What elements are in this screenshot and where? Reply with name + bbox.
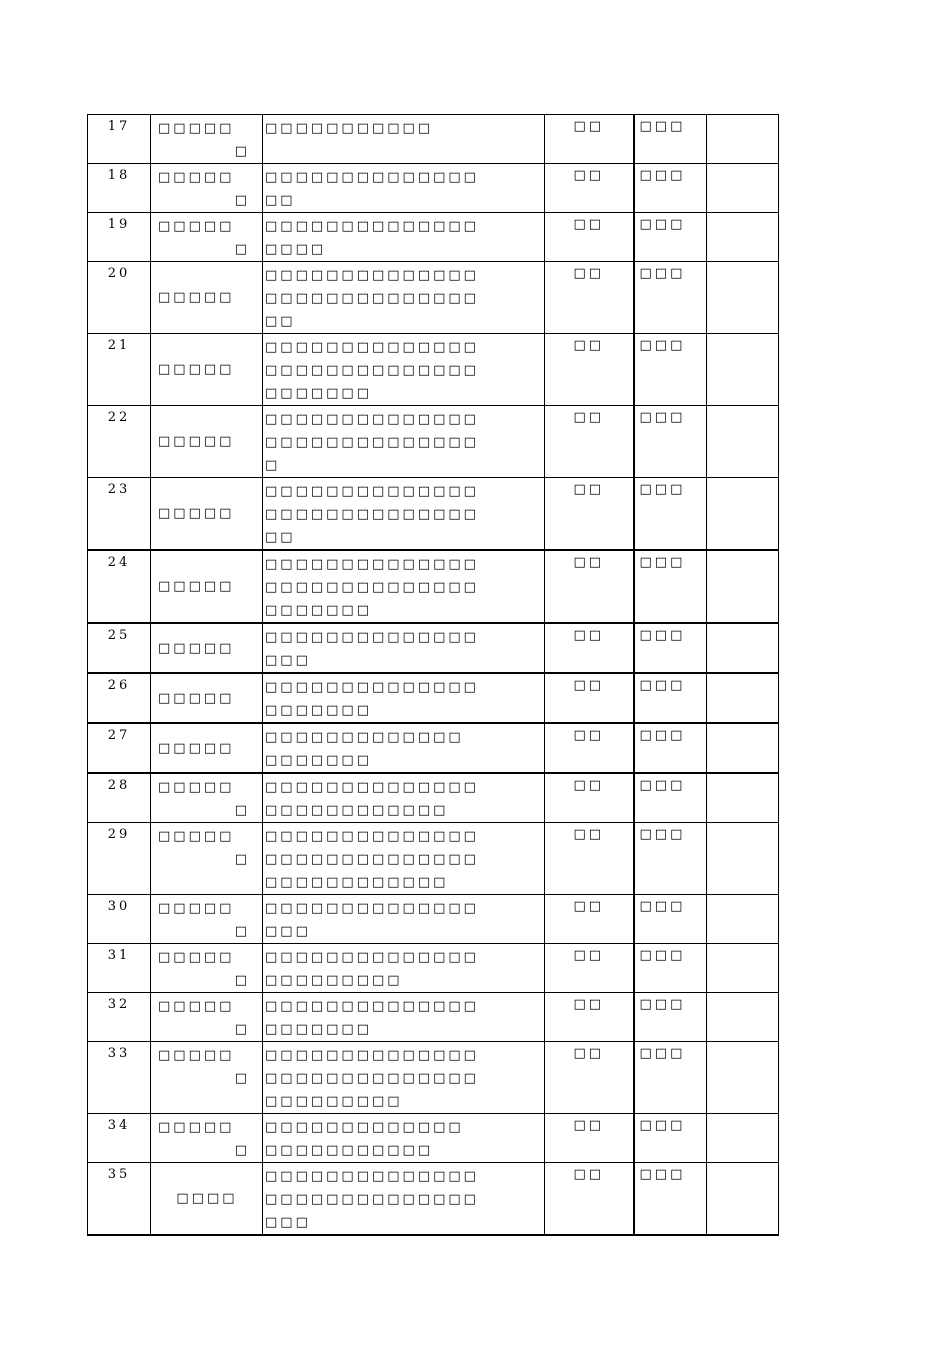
row-number: 26	[88, 673, 151, 723]
description-text: □□□□□□□□□□□□□	[265, 730, 464, 745]
unit-cell: □□	[545, 262, 634, 334]
table-row	[88, 1042, 779, 1114]
description-text: □□□□□□□□□□□□□□	[265, 219, 479, 234]
category-cell	[151, 1163, 263, 1236]
description-text: □□□□□□□□□□□□□□	[265, 170, 479, 185]
description-text: □□□	[265, 653, 311, 668]
description-text: □□	[265, 530, 296, 545]
table-row	[88, 334, 779, 406]
description-text: □□□□□□□□□□□□□□	[265, 363, 479, 378]
description-text: □□□□□□□□□□□□□□	[265, 630, 479, 645]
remarks-cell	[707, 944, 779, 993]
description-text: □□□□□□□□□	[265, 973, 403, 988]
category-text: □□□□□	[158, 290, 235, 305]
description-text: □□□□□□□□□□□□□□	[265, 1169, 479, 1184]
description-cell	[263, 550, 545, 623]
description-text: □□□□□□□□□□□□□□	[265, 680, 479, 695]
table-row	[88, 115, 779, 164]
quantity-cell: □□□	[634, 334, 707, 406]
category-text: □	[234, 1071, 250, 1086]
description-text: □□□□□□□	[265, 1022, 372, 1037]
category-cell	[151, 823, 263, 895]
description-text: □□□	[265, 924, 311, 939]
quantity-cell: □□□	[634, 723, 707, 773]
category-cell	[151, 895, 263, 944]
description-text: □□□□□□□□□□□□□□	[265, 852, 479, 867]
category-cell	[151, 623, 263, 673]
category-text: □	[234, 1022, 250, 1037]
quantity-cell: □□□	[634, 993, 707, 1042]
description-text: □□□□□□□□□□□□□□	[265, 412, 479, 427]
description-text: □□□□□□□□□□□□□□	[265, 780, 479, 795]
remarks-cell	[707, 1042, 779, 1114]
description-text: □□□□□□□□□□□□□□	[265, 1071, 479, 1086]
row-number: 34	[88, 1114, 151, 1163]
unit-cell: □□	[545, 773, 634, 823]
description-cell	[263, 773, 545, 823]
category-text: □□□□□	[158, 121, 235, 136]
unit-cell: □□	[545, 895, 634, 944]
remarks-cell	[707, 895, 779, 944]
description-text: □□□□□□□□□□□□□□	[265, 268, 479, 283]
description-text: □□□□□□□□□□□□□□	[265, 435, 479, 450]
row-number: 25	[88, 623, 151, 673]
row-number: 21	[88, 334, 151, 406]
description-cell	[263, 262, 545, 334]
category-cell	[151, 550, 263, 623]
category-cell	[151, 478, 263, 551]
row-number: 30	[88, 895, 151, 944]
category-text: □	[234, 973, 250, 988]
description-cell	[263, 406, 545, 478]
remarks-cell	[707, 823, 779, 895]
description-text: □□□□□□□□□□□□□□	[265, 484, 479, 499]
table-row	[88, 550, 779, 623]
description-cell	[263, 993, 545, 1042]
remarks-cell	[707, 334, 779, 406]
description-cell	[263, 895, 545, 944]
description-cell	[263, 115, 545, 164]
description-text: □□□□□□□□□□□□□□	[265, 829, 479, 844]
unit-cell: □□	[545, 164, 634, 213]
unit-cell: □□	[545, 213, 634, 262]
quantity-cell: □□□	[634, 213, 707, 262]
category-text: □□□□□	[158, 579, 235, 594]
category-cell	[151, 334, 263, 406]
category-text: □□□□□	[158, 640, 235, 656]
remarks-cell	[707, 723, 779, 773]
remarks-cell	[707, 623, 779, 673]
quantity-cell: □□□	[634, 1114, 707, 1163]
remarks-cell	[707, 213, 779, 262]
unit-cell: □□	[545, 723, 634, 773]
table-row	[88, 478, 779, 551]
description-cell	[263, 213, 545, 262]
category-text: □□□□□	[158, 829, 235, 844]
category-cell	[151, 406, 263, 478]
row-number: 33	[88, 1042, 151, 1114]
quantity-cell: □□□	[634, 773, 707, 823]
row-number: 18	[88, 164, 151, 213]
remarks-cell	[707, 406, 779, 478]
table-body	[88, 115, 779, 1236]
inventory-table	[87, 114, 779, 1236]
unit-cell: □□	[545, 334, 634, 406]
category-text: □□□□□	[158, 506, 235, 521]
category-text: □□□□□	[158, 170, 235, 185]
unit-cell: □□	[545, 673, 634, 723]
quantity-cell: □□□	[634, 115, 707, 164]
description-text: □□□□□□□□□□□□□□	[265, 340, 479, 355]
category-cell	[151, 723, 263, 773]
category-cell	[151, 944, 263, 993]
remarks-cell	[707, 773, 779, 823]
unit-cell: □□	[545, 1163, 634, 1236]
table-row	[88, 164, 779, 213]
description-text: □□□□□□□□□□□□□□	[265, 291, 479, 306]
description-cell	[263, 334, 545, 406]
description-text: □□□□□□□	[265, 386, 372, 401]
description-text: □□□□□□□	[265, 703, 372, 718]
row-number: 31	[88, 944, 151, 993]
table-row	[88, 406, 779, 478]
remarks-cell	[707, 673, 779, 723]
description-cell	[263, 164, 545, 213]
description-text: □□□□□□□□□□□□	[265, 875, 449, 890]
remarks-cell	[707, 550, 779, 623]
description-cell	[263, 673, 545, 723]
description-cell	[263, 1042, 545, 1114]
unit-cell: □□	[545, 1114, 634, 1163]
table-row	[88, 673, 779, 723]
category-cell	[151, 773, 263, 823]
description-text: □□□□□□□□□□□□□	[265, 1120, 464, 1135]
quantity-cell: □□□	[634, 262, 707, 334]
description-text: □	[265, 458, 281, 473]
description-text: □□□□□□□□□□□□□□	[265, 901, 479, 916]
category-text: □	[234, 193, 250, 208]
row-number: 24	[88, 550, 151, 623]
category-cell	[151, 262, 263, 334]
table-row	[88, 1114, 779, 1163]
description-text: □□□	[265, 1215, 311, 1230]
row-number: 23	[88, 478, 151, 551]
table-row	[88, 623, 779, 673]
quantity-cell: □□□	[634, 623, 707, 673]
category-text: □	[234, 924, 250, 939]
description-text: □□□□□□□□□□□□□□	[265, 580, 479, 595]
unit-cell: □□	[545, 944, 634, 993]
remarks-cell	[707, 115, 779, 164]
remarks-cell	[707, 164, 779, 213]
description-text: □□□□□□□□□□□□	[265, 803, 449, 818]
description-cell	[263, 823, 545, 895]
category-text: □	[234, 242, 250, 257]
category-cell	[151, 1114, 263, 1163]
category-text: □	[234, 144, 250, 159]
row-number: 19	[88, 213, 151, 262]
remarks-cell	[707, 1163, 779, 1236]
quantity-cell: □□□	[634, 164, 707, 213]
quantity-cell: □□□	[634, 1163, 707, 1236]
quantity-cell: □□□	[634, 673, 707, 723]
category-text: □□□□□	[158, 219, 235, 234]
category-text: □	[234, 852, 250, 867]
category-cell	[151, 673, 263, 723]
unit-cell: □□	[545, 823, 634, 895]
row-number: 28	[88, 773, 151, 823]
row-number: 17	[88, 115, 151, 164]
remarks-cell	[707, 1114, 779, 1163]
table-row	[88, 262, 779, 334]
description-text: □□□□□□□□□	[265, 1094, 403, 1109]
unit-cell: □□	[545, 478, 634, 551]
description-text: □□□□□□□□□□□□□□	[265, 507, 479, 522]
description-cell	[263, 1114, 545, 1163]
table-row	[88, 1163, 779, 1236]
category-cell	[151, 993, 263, 1042]
category-text: □□□□□	[158, 901, 235, 916]
description-cell	[263, 623, 545, 673]
description-text: □□	[265, 193, 296, 208]
quantity-cell: □□□	[634, 406, 707, 478]
description-text: □□□□□□□	[265, 753, 372, 768]
remarks-cell	[707, 262, 779, 334]
category-text: □□□□□	[158, 780, 235, 795]
category-text: □□□□	[176, 1191, 238, 1206]
unit-cell: □□	[545, 623, 634, 673]
description-text: □□□□□□□□□□□	[265, 121, 434, 136]
description-text: □□	[265, 314, 296, 329]
description-text: □□□□□□□□□□□□□□	[265, 999, 479, 1014]
unit-cell: □□	[545, 993, 634, 1042]
category-text: □□□□□	[158, 434, 235, 449]
description-text: □□□□□□□□□□□□□□	[265, 1048, 479, 1063]
row-number: 35	[88, 1163, 151, 1236]
row-number: 20	[88, 262, 151, 334]
quantity-cell: □□□	[634, 895, 707, 944]
category-text: □□□□□	[158, 740, 235, 756]
description-cell	[263, 723, 545, 773]
category-text: □	[234, 803, 250, 818]
unit-cell: □□	[545, 406, 634, 478]
description-text: □□□□□□□□□□□□□□	[265, 950, 479, 965]
category-cell	[151, 213, 263, 262]
description-text: □□□□□□□	[265, 603, 372, 618]
description-cell	[263, 478, 545, 551]
category-text: □□□□□	[158, 1120, 235, 1135]
table-row	[88, 213, 779, 262]
description-text: □□□□□□□□□□□□□□	[265, 557, 479, 572]
unit-cell: □□	[545, 1042, 634, 1114]
row-number: 27	[88, 723, 151, 773]
table-row	[88, 895, 779, 944]
table-row	[88, 723, 779, 773]
quantity-cell: □□□	[634, 550, 707, 623]
quantity-cell: □□□	[634, 823, 707, 895]
remarks-cell	[707, 993, 779, 1042]
table-row	[88, 944, 779, 993]
quantity-cell: □□□	[634, 944, 707, 993]
remarks-cell	[707, 478, 779, 551]
table-row	[88, 993, 779, 1042]
description-text: □□□□□□□□□□□	[265, 1143, 434, 1158]
category-cell	[151, 164, 263, 213]
description-text: □□□□□□□□□□□□□□	[265, 1192, 479, 1207]
category-text: □□□□□	[158, 1048, 235, 1063]
table-row	[88, 823, 779, 895]
row-number: 22	[88, 406, 151, 478]
quantity-cell: □□□	[634, 1042, 707, 1114]
unit-cell: □□	[545, 550, 634, 623]
row-number: 32	[88, 993, 151, 1042]
category-text: □□□□□	[158, 362, 235, 377]
category-cell	[151, 115, 263, 164]
category-text: □□□□□	[158, 950, 235, 965]
row-number: 29	[88, 823, 151, 895]
description-text: □□□□	[265, 242, 327, 257]
category-text: □	[234, 1143, 250, 1158]
quantity-cell: □□□	[634, 478, 707, 551]
description-cell	[263, 1163, 545, 1236]
unit-cell: □□	[545, 115, 634, 164]
description-cell	[263, 944, 545, 993]
category-text: □□□□□	[158, 999, 235, 1014]
table-row	[88, 773, 779, 823]
category-cell	[151, 1042, 263, 1114]
category-text: □□□□□	[158, 690, 235, 706]
